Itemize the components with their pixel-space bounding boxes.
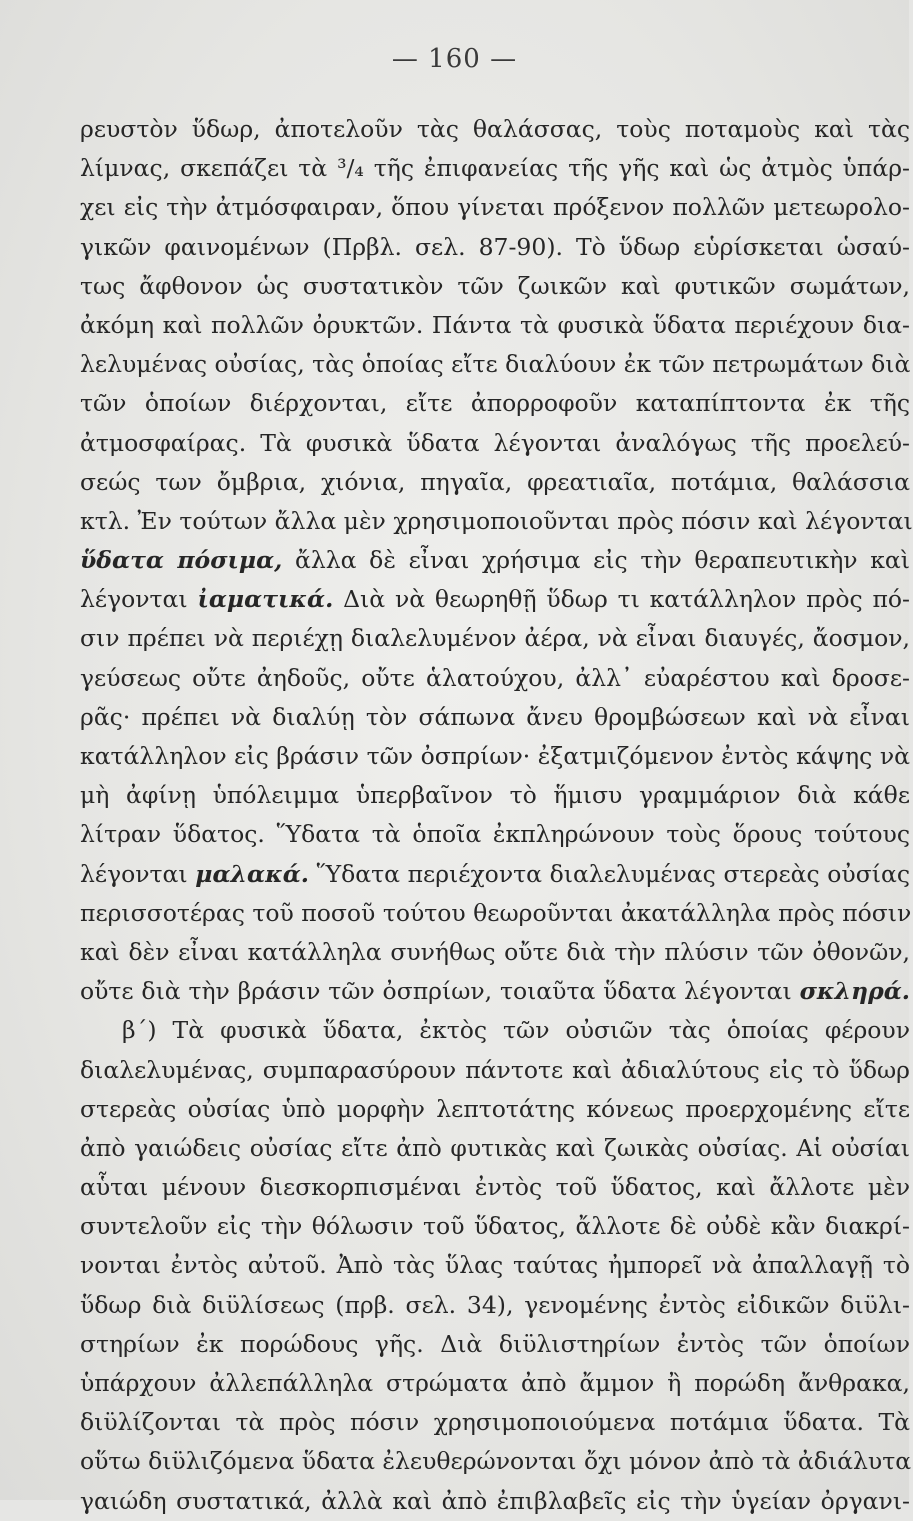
text-line: λίτραν ὕδατος. Ὕδατα τὰ ὁποῖα ἐκπληρώνουν τοὺς ὅρους τούτους <box>80 820 910 849</box>
term-medicinal: ἰαματικά. <box>197 585 334 614</box>
text-segment: λέγονται <box>80 859 196 888</box>
text-line: γεύσεως οὔτε ἀηδοῦς, οὔτε ἁλατούχου, ἀλλ᾽ εὐαρέστου καὶ δροσε- <box>80 663 910 692</box>
text-line: καὶ δὲν εἶναι κατάλληλα συνήθως οὔτε διὰ τὴν πλύσιν τῶν ὀθονῶν, <box>80 937 910 966</box>
text-line <box>80 855 910 894</box>
term-hard-water: σκληρά. <box>799 977 910 1006</box>
text-line: ὑπάρχουν ἀλλεπάλληλα στρώματα ἀπὸ ἄμμον ἢ πορώδη ἄνθρακα, <box>80 1369 910 1397</box>
text-line: σιν πρέπει νὰ περιέχῃ διαλελυμένον ἀέρα, νὰ εἶναι διαυγές, ἄοσμον, <box>80 624 910 653</box>
text-line: στηρίων ἐκ πορώδους γῆς. Διὰ διϋλιστηρίων ἐντὸς τῶν ὁποίων <box>80 1329 910 1358</box>
text-line: περισσοτέρας τοῦ ποσοῦ τούτου θεωροῦνται ἀκατάλληλα πρὸς πόσιν <box>80 898 912 927</box>
paragraph-start: β΄) Τὰ φυσικὰ ὕδατα, ἐκτὸς τῶν οὐσιῶν τὰς ὁποίας φέρουν <box>122 1016 910 1045</box>
text-segment: Ὕδατα περιέχοντα διαλελυμένας στερεὰς οὐσίας <box>308 859 911 888</box>
text-line: ἀτμοσφαίρας. Τὰ φυσικὰ ὕδατα λέγονται ἀναλόγως τῆς προελεύ- <box>80 428 910 457</box>
page-number: — 160 — <box>391 44 518 74</box>
text-line: λελυμένας οὐσίας, τὰς ὁποίας εἴτε διαλύουν ἐκ τῶν πετρωμάτων διὰ <box>80 350 911 379</box>
body-text <box>80 110 913 1521</box>
text-line: ρᾶς· πρέπει νὰ διαλύῃ τὸν σάπωνα ἄνευ θρομβώσεων καὶ νὰ εἶναι <box>80 702 910 731</box>
text-line: στερεὰς οὐσίας ὑπὸ μορφὴν λεπτοτάτης κόνεως προερχομένης εἴτε <box>80 1094 910 1123</box>
text-line: ἀκόμη καὶ πολλῶν ὀρυκτῶν. Πάντα τὰ φυσικὰ ὕδατα περιέχουν δια- <box>80 310 910 339</box>
text-line: συντελοῦν εἰς τὴν θόλωσιν τοῦ ὕδατος, ἄλλοτε δὲ οὐδὲ κἂν διακρί- <box>80 1212 910 1241</box>
text-line: κατάλληλον εἰς βράσιν τῶν ὀσπρίων· ἐξατμιζόμενον ἐντὸς κάψης νὰ <box>80 742 910 770</box>
text-line: ὕδωρ διὰ διϋλίσεως (πρβ. σελ. 34), γενομένης ἐντὸς εἰδικῶν διϋλι- <box>80 1290 910 1319</box>
term-soft-water: μαλακά. <box>195 859 309 888</box>
text-line: χει εἰς τὴν ἀτμόσφαιραν, ὅπου γίνεται πρόξενον πολλῶν μετεωρολο- <box>80 193 910 222</box>
text-line: τῶν ὁποίων διέρχονται, εἴτε ἀπορροφοῦν καταπίπτοντα ἐκ τῆς <box>80 389 910 418</box>
text-segment: οὔτε διὰ τὴν βράσιν τῶν ὀσπρίων, τοιαῦτα ὕδατα λέγονται <box>80 977 800 1006</box>
text-segment: Διὰ νὰ θεωρηθῇ ὕδωρ τι κατάλληλον πρὸς πό- <box>333 585 910 614</box>
text-line: κτλ. Ἐν τούτων ἄλλα μὲν χρησιμοποιοῦνται πρὸς πόσιν καὶ λέγονται <box>80 506 913 535</box>
text-segment: ἄλλα δὲ εἶναι χρήσιμα εἰς τὴν θεραπευτικὴν καὶ <box>282 546 910 575</box>
text-line: αὗται μένουν διεσκορπισμέναι ἐντὸς τοῦ ὕδατος, καὶ ἄλλοτε μὲν <box>80 1173 910 1202</box>
text-segment: λέγονται <box>80 585 198 614</box>
text-line: ρευστὸν ὕδωρ, ἀποτελοῦν τὰς θαλάσσας, τοὺς ποταμοὺς καὶ τὰς <box>80 115 910 143</box>
text-line: οὕτω διϋλιζόμενα ὕδατα ἐλευθερώνονται ὄχι μόνον ἀπὸ τὰ ἀδιάλυτα <box>80 1447 912 1476</box>
text-line: τως ἄφθονον ὡς συστατικὸν τῶν ζωικῶν καὶ φυτικῶν σωμάτων, <box>80 271 910 300</box>
text-line: σεώς των ὄμβρια, χιόνια, πηγαῖα, φρεατιαῖα, ποτάμια, θαλάσσια <box>80 467 910 496</box>
text-line: μὴ ἀφίνῃ ὑπόλειμμα ὑπερβαῖνον τὸ ἥμισυ γραμμάριον διὰ κάθε <box>80 781 910 810</box>
text-line <box>80 972 910 1011</box>
text-line <box>80 580 910 619</box>
text-line <box>80 541 910 580</box>
text-line: γαιώδη συστατικά, ἀλλὰ καὶ ἀπὸ ἐπιβλαβεῖς εἰς τὴν ὑγείαν ὀργανι- <box>80 1486 910 1515</box>
text-line: λίμνας, σκεπάζει τὰ ³/₄ τῆς ἐπιφανείας τῆς γῆς καὶ ὡς ἀτμὸς ὑπάρ- <box>80 154 910 183</box>
text-line: ἀπὸ γαιώδεις οὐσίας εἴτε ἀπὸ φυτικὰς καὶ ζωικὰς οὐσίας. Αἱ οὐσίαι <box>80 1133 910 1162</box>
text-line: γικῶν φαινομένων (Πρβλ. σελ. 87-90). Τὸ ὕδωρ εὑρίσκεται ὡσαύ- <box>80 232 910 261</box>
term-potable-water: ὕδατα πόσιμα, <box>80 546 283 575</box>
text-line: διαλελυμένας, συμπαρασύρουν πάντοτε καὶ ἀδιαλύτους εἰς τὸ ὕδωρ <box>80 1055 910 1084</box>
text-line: νονται ἐντὸς αὐτοῦ. Ἀπὸ τὰς ὕλας ταύτας ἠμπορεῖ νὰ ἀπαλλαγῇ τὸ <box>80 1251 910 1280</box>
text-line: διϋλίζονται τὰ πρὸς πόσιν χρησιμοποιούμενα ποτάμια ὕδατα. Τὰ <box>80 1408 910 1437</box>
